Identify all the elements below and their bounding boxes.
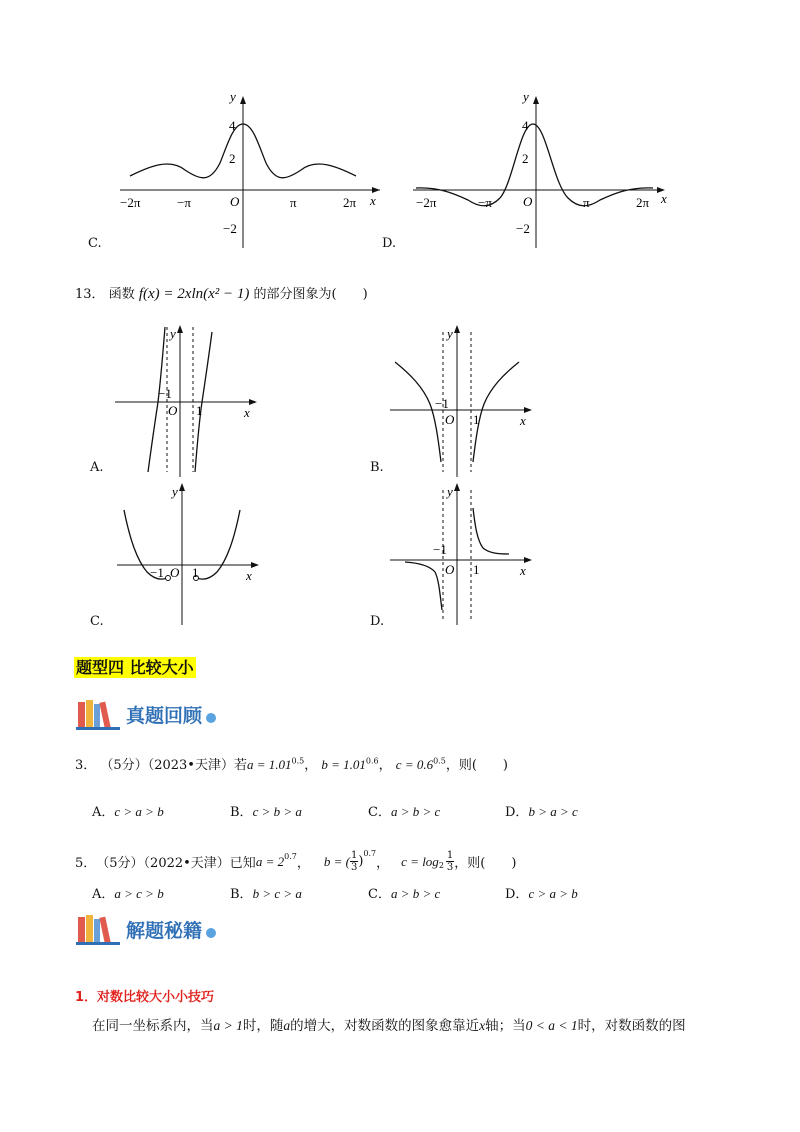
tick-1: 1 xyxy=(192,565,199,580)
fraction-denominator: 3 xyxy=(350,862,358,873)
var-x: x xyxy=(479,1018,486,1033)
tick-negpi: −π xyxy=(177,195,191,210)
question-meta: （5分）（2023•天津）若 xyxy=(100,758,247,773)
x-axis-label: x xyxy=(520,413,526,428)
graph-option-c-top xyxy=(115,88,395,253)
condition-a-between: 0 < a < 1 xyxy=(525,1018,578,1033)
graph-option-b xyxy=(385,322,545,482)
text-segment: 轴；当 xyxy=(485,1018,526,1034)
tick-neg2: −2 xyxy=(516,221,530,236)
tip-paragraph xyxy=(92,1014,686,1034)
banner-review xyxy=(76,698,216,730)
option-label: D． xyxy=(505,887,529,902)
option-label: A． xyxy=(92,805,115,820)
tick-2: 2 xyxy=(522,151,529,166)
origin-label: O xyxy=(445,412,455,427)
q5-option-a[interactable] xyxy=(92,883,164,902)
books-icon xyxy=(76,698,122,730)
option-label: B． xyxy=(230,887,253,902)
origin-label: O xyxy=(168,403,178,418)
separator: ， xyxy=(376,856,390,871)
q5-option-b[interactable] xyxy=(230,883,302,902)
separator: ， xyxy=(378,758,392,773)
y-axis-label: y xyxy=(523,89,529,104)
tick-neg1: −1 xyxy=(158,386,172,401)
tick-pi: π xyxy=(583,195,590,210)
text-segment: 时，对数函数的图 xyxy=(577,1018,686,1034)
question-number: 5． xyxy=(75,856,97,871)
x-axis-label: x xyxy=(520,563,526,578)
var-c-def: c = log xyxy=(401,853,439,869)
option-label: C． xyxy=(368,887,391,902)
tip-title: 1．对数比较大小小技巧 xyxy=(75,990,215,1005)
c-fraction xyxy=(446,850,454,873)
var-a-def: a = 1.01 xyxy=(246,757,292,772)
tick-pi: π xyxy=(290,195,297,210)
question-number: 13． xyxy=(75,287,105,302)
tick-neg2pi: −2π xyxy=(416,195,437,210)
y-axis-label: y xyxy=(172,484,178,499)
b-close-paren: ) xyxy=(358,854,364,869)
tick-1: 1 xyxy=(473,562,480,577)
option-c-label-top: C. xyxy=(88,236,102,251)
x-axis-label: x xyxy=(370,193,376,208)
banner-text: 解题秘籍 xyxy=(126,919,203,942)
option-a-label: A. xyxy=(90,460,104,475)
separator: ， xyxy=(296,856,310,871)
tick-1: 1 xyxy=(196,403,203,418)
q3-option-b[interactable] xyxy=(230,801,302,820)
option-label: D． xyxy=(505,805,529,820)
b-exponent: 0.7 xyxy=(363,849,377,858)
tick-neg2: −2 xyxy=(223,221,237,236)
section-title: 题型四 比较大小 xyxy=(76,658,194,677)
tick-neg2pi: −2π xyxy=(120,195,141,210)
var-a: a xyxy=(283,1018,291,1033)
tick-neg1: −1 xyxy=(150,565,164,580)
x-axis-label: x xyxy=(661,191,667,206)
tick-2pi: 2π xyxy=(343,195,357,210)
origin-label: O xyxy=(445,562,455,577)
dot-icon xyxy=(206,713,216,723)
tick-2pi: 2π xyxy=(636,195,650,210)
a-exponent: 0.7 xyxy=(284,852,297,861)
option-text: b > c > a xyxy=(252,886,302,901)
fraction-numerator: 1 xyxy=(350,850,358,861)
question-tail: ，则( ) xyxy=(454,856,517,871)
tick-2: 2 xyxy=(229,151,236,166)
condition-a-gt-1: a > 1 xyxy=(213,1018,243,1033)
question-text-tail: 的部分图象为( ) xyxy=(253,287,368,302)
separator: ， xyxy=(304,758,318,773)
q5-option-d[interactable] xyxy=(505,883,578,902)
question-tail: ，则( ) xyxy=(445,758,508,773)
c-exponent: 0.5 xyxy=(433,756,446,766)
a-exponent: 0.5 xyxy=(291,756,305,766)
option-text: a > b > c xyxy=(390,886,441,901)
var-c-def: c = 0.6 xyxy=(395,757,434,772)
tick-neg1: −1 xyxy=(433,542,447,557)
graph-option-c xyxy=(112,480,272,630)
origin-label: O xyxy=(230,194,240,209)
option-c-label: C. xyxy=(90,614,104,629)
fraction-denominator: 3 xyxy=(446,862,454,873)
question-meta: （5分）（2022•天津）已知 xyxy=(96,856,256,871)
q3-option-a[interactable] xyxy=(92,801,164,820)
option-text: c > a > b xyxy=(528,886,578,901)
text-segment: 在同一坐标系内，当 xyxy=(92,1018,214,1034)
graph-option-d xyxy=(385,480,545,630)
b-fraction xyxy=(350,850,358,873)
graph-option-d-top xyxy=(408,88,683,253)
option-text: c > b > a xyxy=(252,804,302,819)
q3-option-d[interactable] xyxy=(505,801,578,820)
option-label: C． xyxy=(368,805,391,820)
tick-negpi: −π xyxy=(478,195,492,210)
function-formula: f(x) = 2xln(x² − 1) xyxy=(138,286,250,302)
question-5 xyxy=(75,850,516,873)
b-exponent: 0.6 xyxy=(365,756,379,766)
option-d-label: D. xyxy=(370,614,385,629)
var-b-def: b = 1.01 xyxy=(321,757,366,772)
graph-option-a xyxy=(110,322,270,482)
var-a-def: a = 2 xyxy=(255,853,285,869)
tick-4: 4 xyxy=(522,118,529,133)
origin-label: O xyxy=(170,565,180,580)
text-segment: 的增大，对数函数的图象愈靠近 xyxy=(290,1018,480,1034)
q3-option-c[interactable] xyxy=(368,801,440,820)
option-d-label-top: D. xyxy=(382,236,397,251)
tick-neg1: −1 xyxy=(435,396,449,411)
y-axis-label: y xyxy=(170,326,176,341)
x-axis-label: x xyxy=(244,405,250,420)
question-13 xyxy=(75,283,368,303)
fraction-numerator: 1 xyxy=(446,850,454,861)
y-axis-label: y xyxy=(230,89,236,104)
banner-text: 真题回顾 xyxy=(126,704,203,727)
var-b-def: b = ( xyxy=(323,853,350,869)
option-label: A． xyxy=(92,887,115,902)
option-text: c > a > b xyxy=(114,804,164,819)
option-text: b > a > c xyxy=(528,804,578,819)
option-b-label: B. xyxy=(370,460,384,475)
question-text: 函数 xyxy=(108,287,135,302)
question-number: 3． xyxy=(75,758,97,773)
tick-4: 4 xyxy=(229,118,236,133)
y-axis-label: y xyxy=(447,326,453,341)
x-axis-label: x xyxy=(246,568,252,583)
c-log-base: 2 xyxy=(438,861,444,870)
dot-icon xyxy=(206,928,216,938)
option-text: a > b > c xyxy=(390,804,441,819)
origin-label: O xyxy=(523,194,533,209)
option-label: B． xyxy=(230,805,253,820)
question-3 xyxy=(75,754,508,773)
q5-option-c[interactable] xyxy=(368,883,440,902)
books-icon xyxy=(76,913,122,945)
option-text: a > c > b xyxy=(114,886,164,901)
y-axis-label: y xyxy=(447,484,453,499)
banner-tips xyxy=(76,913,216,945)
tick-1: 1 xyxy=(473,412,480,427)
text-segment: 时，随 xyxy=(242,1018,284,1034)
